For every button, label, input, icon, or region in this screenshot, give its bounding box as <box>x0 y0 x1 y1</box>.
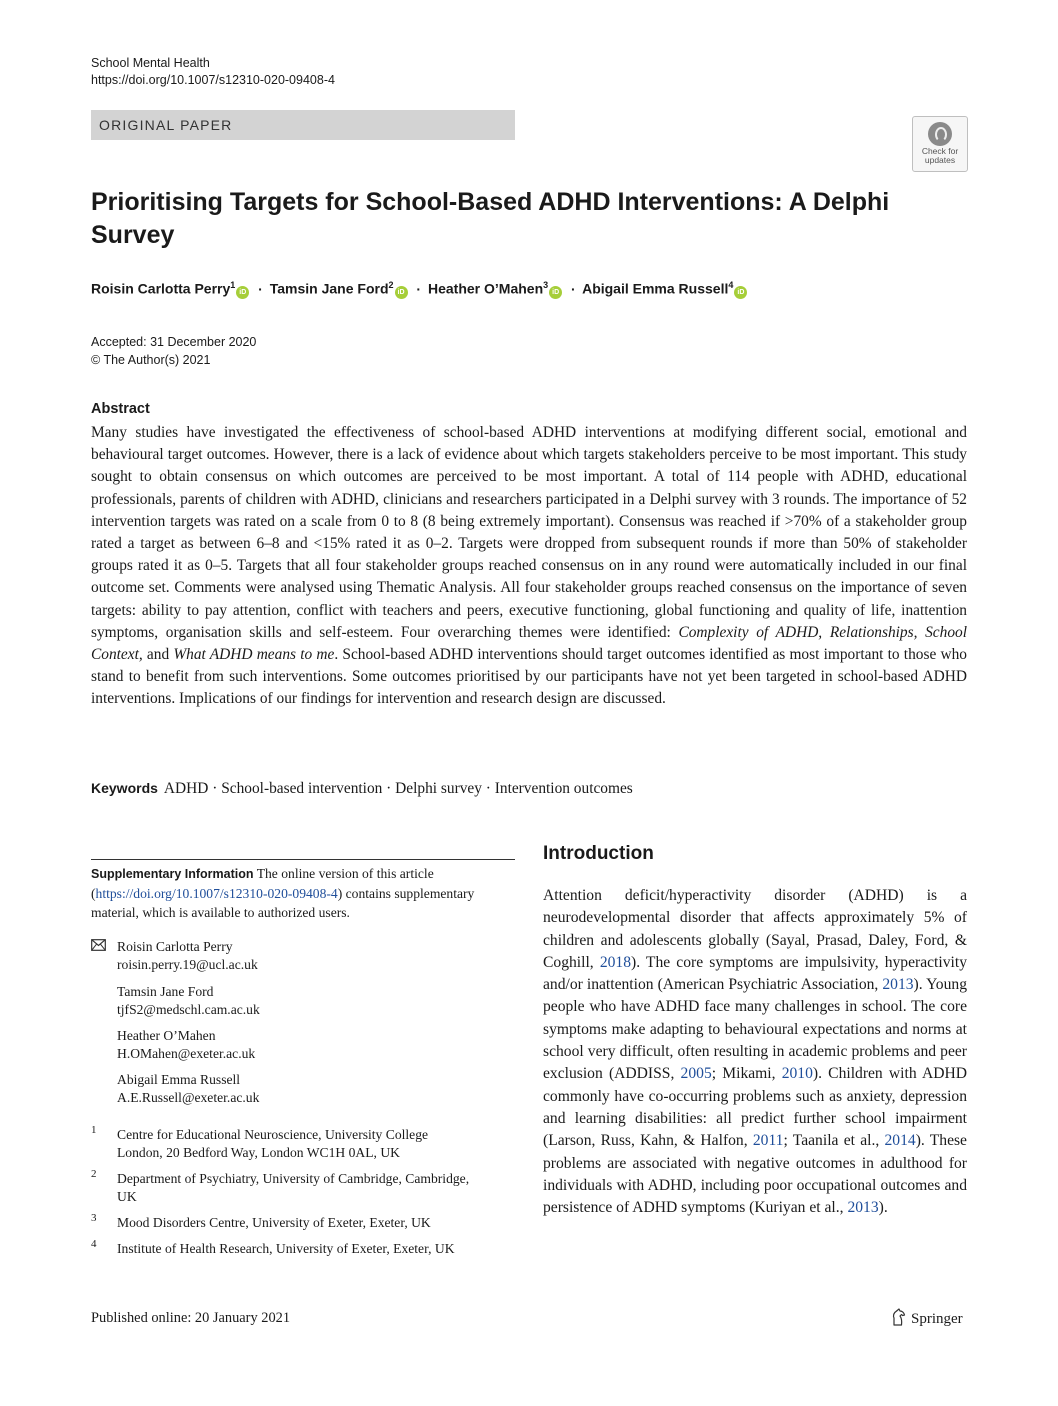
contact-name: Roisin Carlotta Perry <box>117 939 233 954</box>
author-name[interactable]: Tamsin Jane Ford <box>269 280 389 297</box>
author-name[interactable]: Abigail Emma Russell <box>582 280 729 297</box>
keywords-label: Keywords <box>91 780 158 796</box>
citation-link[interactable]: 2011 <box>752 1132 784 1150</box>
citation-link[interactable]: 2013 <box>882 976 914 994</box>
affiliation-text: Department of Psychiatry, University of Cambridge, Cambridge, UK <box>117 1171 470 1204</box>
corresponding-author <box>117 938 258 973</box>
introduction-heading: Introduction <box>543 843 654 864</box>
affiliation-text: Mood Disorders Centre, University of Exeter, Exeter, UK <box>117 1215 431 1230</box>
keywords <box>91 778 633 799</box>
citation-link[interactable]: 2005 <box>680 1065 712 1083</box>
check-updates-line1: Check for <box>921 146 959 156</box>
publisher-name: Springer <box>911 1311 963 1327</box>
affiliation-text: Centre for Educational Neuroscience, University College London, 20 Bedford Way, London WC1H 0AL, UK <box>117 1127 429 1160</box>
supplementary-label: Supplementary Information <box>91 867 254 881</box>
contact-name: Heather O’Mahen <box>117 1028 216 1043</box>
author-list: Roisin Carlotta Perry$^1$iD · Tamsin Jane Ford$^2$iD · Heather O’Mahen$^3$iD · Abigail Emma Russell$^4$iD <box>91 280 749 299</box>
supplementary-link[interactable]: https://doi.org/10.1007/s12310-020-09408-4 <box>95 886 338 901</box>
article-type-label: ORIGINAL PAPER <box>99 117 233 133</box>
accepted-date: Accepted: 31 December 2020 <box>91 335 257 349</box>
contact <box>117 983 260 1018</box>
journal-header <box>91 55 335 89</box>
footnote-divider <box>91 859 515 860</box>
springer-horse-icon <box>891 1308 907 1326</box>
supplementary-information: Supplementary Information The online version of this article (https://doi.org/10.1007/s12310-020-09408-4) contains supplementary material, which is available to authorized users. <box>91 866 475 920</box>
author-affiliation-ref: 3 <box>543 280 549 290</box>
citation-link[interactable]: 2014 <box>884 1132 916 1150</box>
contact-name: Abigail Emma Russell <box>117 1072 241 1087</box>
article-dates <box>91 333 256 369</box>
keywords-list: ADHD · School-based intervention · Delphi survey · Intervention outcomes <box>163 780 633 797</box>
contact-email[interactable]: tjfS2@medschl.cam.ac.uk <box>117 1001 260 1017</box>
contact <box>117 1027 255 1062</box>
orcid-icon[interactable]: iD <box>395 286 408 299</box>
copyright-line: © The Author(s) 2021 <box>91 353 211 367</box>
orcid-icon[interactable]: iD <box>236 286 249 299</box>
citation-link[interactable]: 2013 <box>847 1199 879 1217</box>
orcid-icon[interactable]: iD <box>734 286 747 299</box>
citation-link[interactable]: 2018 <box>599 953 631 971</box>
contact <box>117 1071 259 1106</box>
contact-email[interactable]: H.OMahen@exeter.ac.uk <box>117 1045 256 1061</box>
author-affiliation-ref: 4 <box>728 280 734 290</box>
contact-name: Tamsin Jane Ford <box>117 984 214 999</box>
affiliation-number: 4 <box>91 1238 97 1250</box>
journal-name: School Mental Health <box>91 56 210 70</box>
affiliation-number: 3 <box>91 1212 97 1224</box>
article-type-banner <box>91 110 515 140</box>
introduction-body: Attention deficit/hyperactivity disorder (ADHD) is a neurodevelopmental disorder that affects approximately 5% of children and adolescents globally (Sayal, Prasad, Daley, Ford, & Coghill, 2018). The core symptoms are impulsivity, hyperactivity and/or inattention (American Psychiatric Association, 2013). Young people who have ADHD face many challenges in school. The core symptoms make adapting to behavioural expectations and norms at school very difficult, often resulting in academic problems and peer exclusion (ADDISS, 2005; Mikami, 2010). Children with ADHD commonly have co-occurring problems such as anxiety, depression and learning disabilities: all predict further school impairment (Larson, Russ, Kahn, & Halfon, 2011; Taanila et al., 2014). These problems are associated with negative outcomes in adulthood for individuals with ADHD, including poor occupational outcomes and persistence of ADHD symptoms (Kuriyan et al., 2013). <box>543 887 967 1217</box>
orcid-icon[interactable]: iD <box>549 286 562 299</box>
author-affiliation-ref: 2 <box>388 280 394 290</box>
affiliation-number: 1 <box>91 1124 97 1136</box>
published-online-date: Published online: 20 January 2021 <box>91 1310 291 1326</box>
abstract-heading: Abstract <box>91 401 150 417</box>
author-affiliation-ref: 1 <box>230 280 236 290</box>
check-updates-icon <box>928 122 952 146</box>
author-name[interactable]: Heather O’Mahen <box>427 280 544 297</box>
citation-link[interactable]: 2010 <box>781 1065 813 1083</box>
article-title: Prioritising Targets for School-Based ADHD Interventions: A Delphi Survey <box>91 188 890 249</box>
envelope-icon <box>91 939 106 951</box>
article-doi[interactable]: https://doi.org/10.1007/s12310-020-09408-4 <box>91 73 335 87</box>
check-updates-line2: updates <box>924 155 956 165</box>
check-for-updates-badge[interactable] <box>912 116 968 172</box>
contact-email[interactable]: A.E.Russell@exeter.ac.uk <box>117 1089 260 1105</box>
author-name[interactable]: Roisin Carlotta Perry <box>91 280 231 297</box>
affiliation-number: 2 <box>91 1168 97 1180</box>
abstract-body: Many studies have investigated the effectiveness of school-based ADHD interventions at modifying different social, emotional and behavioural target outcomes. However, there is a lack of evidence about which targets stakeholders perceive to be most important. This study sought to obtain consensus on which outcomes are perceived to be most important. A total of 114 people with ADHD, educational professionals, parents of children with ADHD, clinicians and researchers participated in a Delphi survey with 3 rounds. The importance of 52 intervention targets was rated on a scale from 0 to 8 (8 being extremely important). Consensus was reached if >70% of a stakeholder group rated a target as between 6–8 and <15% rated it as 0–2. Targets were dropped from subsequent rounds if more than 50% of stakeholder groups rated it as 0–5. Targets that all four stakeholder groups reached consensus on in any round were automatically included in our final outcome set. Comments were analysed using Thematic Analysis. All four stakeholder groups reached consensus on the importance of seven targets: ability to pay attention, conflict with teachers and peers, executive functioning, global functioning and quality of life, inattention symptoms, organisation skills and self-esteem. Four overarching themes were identified: Complexity of ADHD, Relationships, School Context, and What ADHD means to me. School-based ADHD interventions should target outcomes identified as most important to those who stand to benefit from such interventions. Some outcomes prioritised by our participants have not yet been targeted in school-based ADHD interventions. Implications of our findings for intervention and research design are discussed. <box>91 424 967 708</box>
publisher-logo <box>891 1308 963 1328</box>
contact-email[interactable]: roisin.perry.19@ucl.ac.uk <box>117 956 258 972</box>
affiliation-text: Institute of Health Research, University of Exeter, Exeter, UK <box>117 1241 455 1256</box>
